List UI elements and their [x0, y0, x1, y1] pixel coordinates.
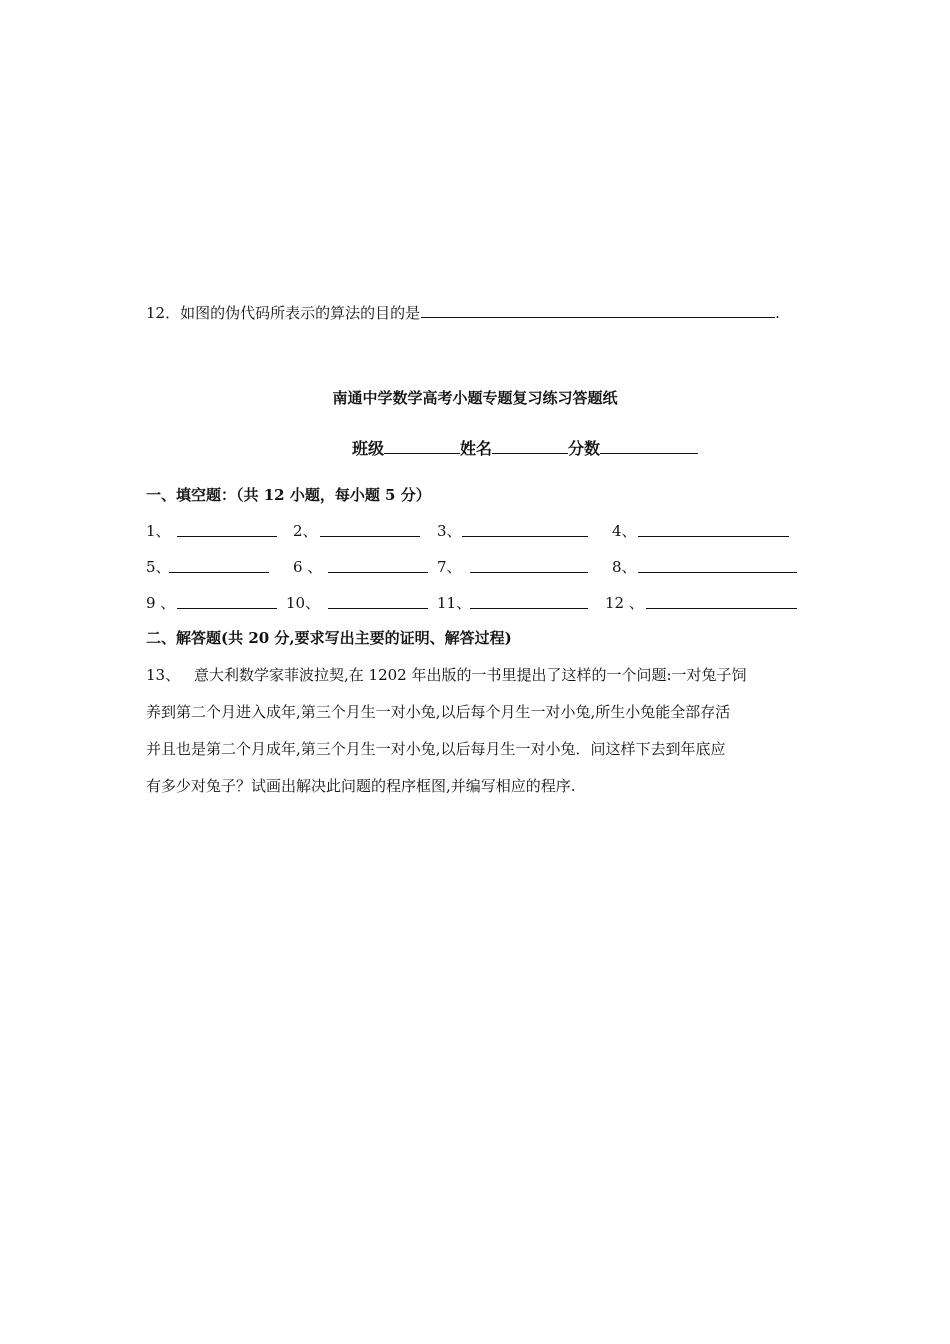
answer-blank-9[interactable]	[177, 608, 277, 609]
question-13-line-3: 并且也是第二个月成年,第三个月生一对小兔,以后每月生一对小兔．问这样下去到年底应	[146, 740, 726, 758]
question-13-line-4: 有多少对兔子？试画出解决此问题的程序框图,并编写相应的程序.	[146, 777, 576, 795]
answer-row-1	[0, 520, 950, 540]
question-12-period: .	[775, 304, 780, 322]
score-label: 分数	[568, 439, 601, 458]
score-blank[interactable]	[600, 437, 698, 454]
answer-label-8: 8、	[612, 558, 637, 576]
section-1-heading: 一、填空题：（共 12 小题，每小题 5 分）	[146, 486, 431, 504]
answer-blank-12[interactable]	[646, 608, 797, 609]
answer-label-5: 5、	[146, 558, 171, 576]
question-13-line-1: 意大利数学家菲波拉契,在 1202 年出版的一书里提出了这样的一个问题:一对兔子饲	[194, 666, 747, 684]
answer-blank-11[interactable]	[470, 608, 588, 609]
answer-blank-3[interactable]	[462, 536, 588, 537]
name-blank[interactable]	[492, 437, 568, 454]
answer-label-3: 3、	[437, 522, 462, 540]
answer-label-10: 10、	[286, 594, 321, 612]
answer-blank-2[interactable]	[320, 536, 420, 537]
answer-blank-6[interactable]	[328, 572, 428, 573]
class-blank[interactable]	[384, 437, 460, 454]
answer-label-2: 2、	[293, 522, 318, 540]
class-label: 班级	[352, 439, 385, 458]
answer-blank-10[interactable]	[328, 608, 428, 609]
question-13	[146, 664, 808, 804]
answer-label-9: 9 、	[146, 594, 176, 612]
question-13-line-2: 养到第二个月进入成年,第三个月生一对小兔,以后每个月生一对小兔,所生小兔能全部存活	[146, 703, 731, 721]
answer-label-7: 7、	[437, 558, 462, 576]
student-info-line	[352, 436, 698, 459]
answer-blank-1[interactable]	[177, 536, 277, 537]
answer-blank-4[interactable]	[638, 536, 789, 537]
answer-blank-5[interactable]	[169, 572, 269, 573]
name-label: 姓名	[460, 439, 493, 458]
sheet-title: 南通中学数学高考小题专题复习练习答题纸	[332, 389, 618, 407]
answer-label-1: 1、	[146, 522, 171, 540]
answer-label-11: 11、	[437, 594, 472, 612]
answer-row-3	[0, 592, 950, 612]
question-12-text: 12．如图的伪代码所表示的算法的目的是	[146, 304, 421, 322]
question-12	[146, 302, 780, 323]
answer-blank-7[interactable]	[470, 572, 588, 573]
question-13-number: 13、	[146, 666, 181, 684]
answer-label-12: 12 、	[605, 594, 644, 612]
answer-blank[interactable]	[421, 303, 775, 318]
section-2-heading: 二、解答题(共 20 分,要求写出主要的证明、解答过程)	[146, 629, 512, 647]
answer-label-4: 4、	[612, 522, 637, 540]
answer-label-6: 6 、	[293, 558, 323, 576]
answer-row-2	[0, 556, 950, 576]
answer-blank-8[interactable]	[638, 572, 797, 573]
